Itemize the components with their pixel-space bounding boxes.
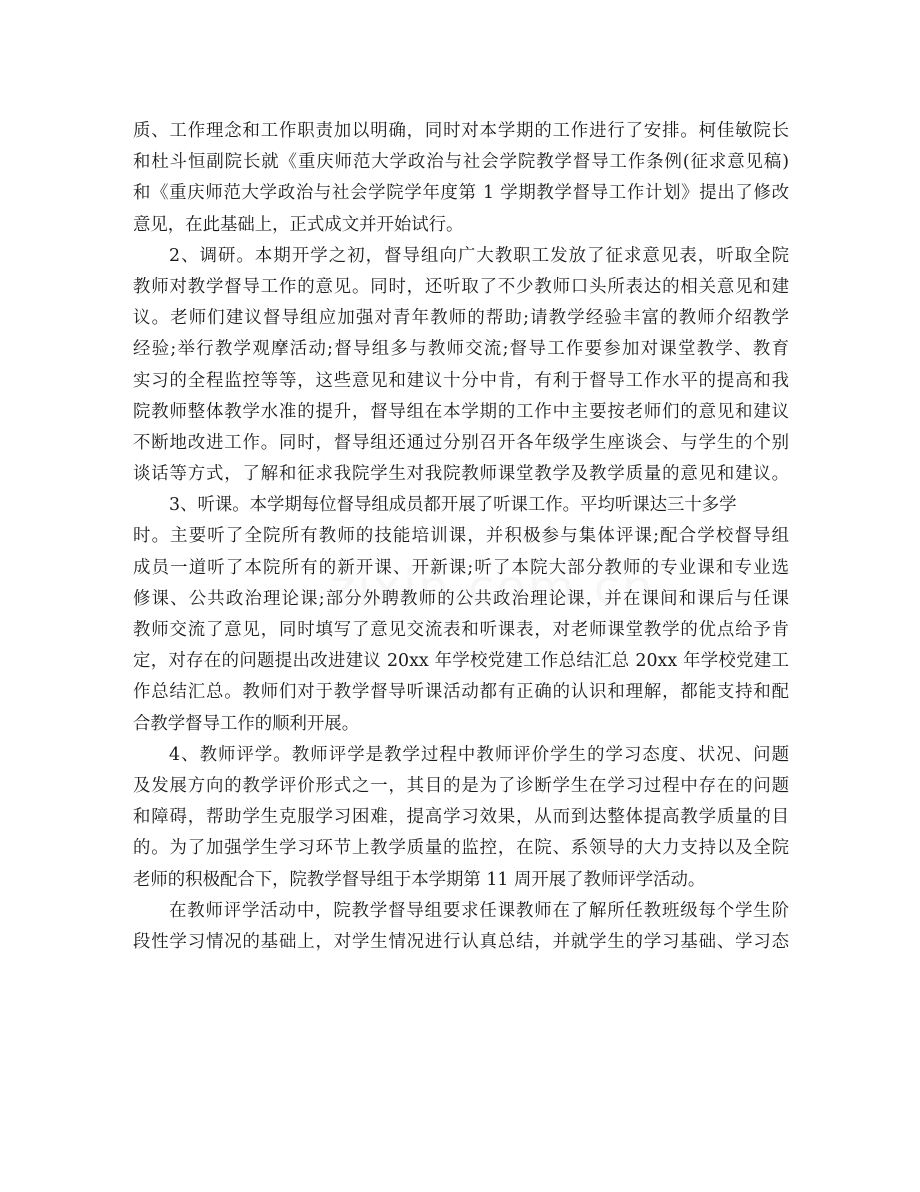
- text-line: 实习的全程监控等等，这些意见和建议十分中肯，有利于督导工作水平的提高和我: [133, 370, 789, 391]
- text-line: 和《重庆师范大学政治与社会学院学年度第 1 学期教学督导工作计划》提出了修改: [133, 183, 789, 204]
- text-line: 谈话等方式，了解和征求我院学生对我院教师课堂教学及教学质量的意见和建议。: [133, 464, 789, 485]
- text-line: 老师的积极配合下，院教学督导组于本学期第 11 周开展了教师评学活动。: [133, 869, 706, 890]
- text-line: 作总结汇总。教师们对于教学督导听课活动都有正确的认识和理解，都能支持和配: [133, 682, 789, 703]
- paragraph-first-line: 在教师评学活动中，院教学督导组要求任课教师在了解所任教班级每个学生阶: [169, 900, 789, 921]
- text-line: 教师对教学督导工作的意见。同时，还听取了不少教师口头所表达的相关意见和建: [133, 276, 789, 297]
- text-line: 的。为了加强学生学习环节上教学质量的监控，在院、系领导的大力支持以及全院: [133, 838, 789, 859]
- text-line: 不断地改进工作。同时，督导组还通过分别召开各年级学生座谈会、与学生的个别: [133, 432, 789, 453]
- text-line: 议。老师们建议督导组应加强对青年教师的帮助;请教学经验丰富的教师介绍教学: [133, 308, 789, 329]
- text-line: 教师交流了意见，同时填写了意见交流表和听课表，对老师课堂教学的优点给予肯: [133, 620, 789, 640]
- text-line: 成员一道听了本院所有的新开课、开新课;听了本院大部分教师的专业课和专业选: [133, 557, 789, 578]
- text-line: 经验;举行教学观摩活动;督导组多与教师交流;督导工作要参加对课堂教学、教育: [133, 339, 789, 360]
- text-line: 意见，在此基础上，正式成文并开始试行。: [133, 214, 464, 235]
- text-line: 和杜斗恒副院长就《重庆师范大学政治与社会学院教学督导工作条例(征求意见稿): [133, 152, 789, 173]
- text-line: 院教师整体教学水准的提升，督导组在本学期的工作中主要按老师们的意见和建议: [133, 401, 789, 422]
- text-line: 及发展方向的教学评价形式之一，其目的是为了诊断学生在学习过程中存在的问题: [133, 775, 789, 796]
- text-line: 定，对存在的问题提出改进建议 20xx 年学校党建工作总结汇总 20xx 年学校党建工: [133, 651, 789, 672]
- text-line: 时。主要听了全院所有教师的技能培训课，并积极参与集体评课;配合学校督导组: [133, 526, 789, 547]
- paragraph-first-line: 2、调研。本期开学之初，督导组向广大教职工发放了征求意见表，听取全院: [169, 245, 789, 266]
- text-line: 质、工作理念和工作职责加以明确，同时对本学期的工作进行了安排。柯佳敏院长: [133, 121, 789, 141]
- text-line: 修课、公共政治理论课;部分外聘教师的公共政治理论课，并在课间和课后与任课: [133, 588, 789, 609]
- document-body: [133, 116, 789, 958]
- paragraph-first-line: 3、听课。本学期每位督导组成员都开展了听课工作。平均听课达三十多学: [169, 495, 737, 516]
- paragraph-first-line: 4、教师评学。教师评学是教学过程中教师评价学生的学习态度、状况、问题: [169, 744, 789, 765]
- text-line: 段性学习情况的基础上，对学生情况进行认真总结，并就学生的学习基础、学习态: [133, 931, 789, 952]
- text-line: 合教学督导工作的顺利开展。: [133, 713, 360, 734]
- text-line: 和障碍，帮助学生克服学习困难，提高学习效果，从而到达整体提高教学质量的目: [133, 807, 789, 828]
